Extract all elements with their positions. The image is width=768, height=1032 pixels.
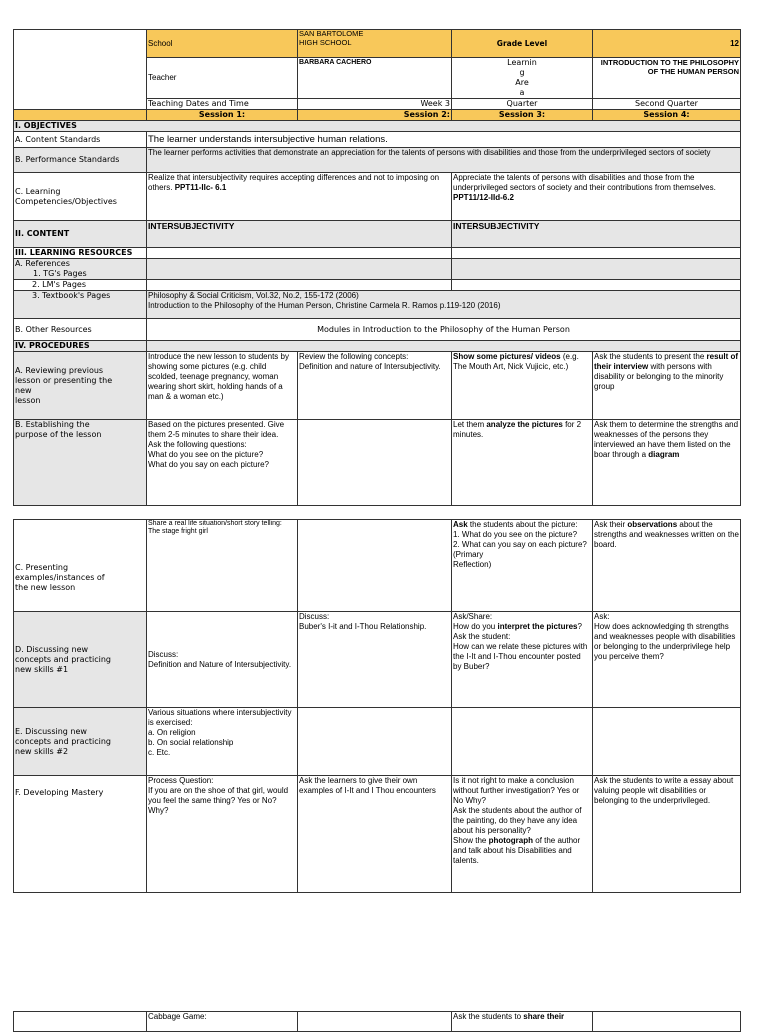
lm-blank-2 xyxy=(452,280,741,291)
procedure-c-s3-bold: Ask xyxy=(453,520,468,529)
procedure-a-s3-text: (e.g. The Mouth Art, Nick Vujicic, etc.) xyxy=(453,352,579,371)
procedure-c-label: C. Presenting examples/instances of the new lesson xyxy=(14,520,147,612)
procedure-f-s3-text: Is it not right to make a conclusion without further investigation? Yes or No Why? Ask the students about the author of the painting, do they have any idea about his personality? Show the xyxy=(453,776,582,845)
procedure-b-label: B. Establishing the purpose of the lesson xyxy=(14,420,147,506)
procedure-f-session-4: Ask the students to write a essay about valuing people wit disabilities or belonging to the underprivileged. xyxy=(593,776,741,893)
procedure-c-s4-text: Ask their xyxy=(594,520,628,529)
other-resources-label: B. Other Resources xyxy=(14,319,147,341)
content-standards-label: A. Content Standards xyxy=(14,132,147,148)
tg-pages-label: 1. TG's Pages xyxy=(33,269,87,278)
procedure-f-session-1: Process Question: If you are on the shoe of that girl, would you feel the same thing? Yes or No? Why? xyxy=(147,776,298,893)
teaching-dates-label: Teaching Dates and Time xyxy=(147,99,298,110)
procedure-b-s4-bold: diagram xyxy=(648,450,680,459)
learning-area-label: Learnin g Are a xyxy=(452,58,593,99)
procedure-b-s3-text: Let them xyxy=(453,420,487,429)
procedure-a-session-4 xyxy=(593,352,741,420)
procedure-b-s4-text: Ask them to determine the strengths and weaknesses of the persons they interviewed an have them listed on the boar through a xyxy=(594,420,739,459)
procedure-a-s4-text: Ask the students to present the xyxy=(594,352,707,361)
procedure-b-s3-bold: analyze the pictures xyxy=(486,420,563,429)
resources-blank-2 xyxy=(452,248,741,259)
content-value-1: INTERSUBJECTIVITY xyxy=(147,221,452,248)
lm-blank-1 xyxy=(147,280,452,291)
lesson-log-table-1 xyxy=(13,29,741,506)
content-value-2: INTERSUBJECTIVITY xyxy=(452,221,741,248)
content-heading: II. CONTENT xyxy=(14,221,147,248)
competency-1-code: PPT11-IIc- 6.1 xyxy=(174,183,227,192)
procedure-a-session-2: Review the following concepts: Definition and nature of Intersubjectivity. xyxy=(298,352,452,420)
session-1-header: Session 1: xyxy=(147,110,298,121)
procedure-g-session-1: Cabbage Game: xyxy=(147,1012,298,1032)
performance-standards-value: The learner performs activities that demonstrate an appreciation for the talents of persons with disabilities and those from the underprivileged sectors of society xyxy=(147,148,741,173)
content-standards-value: The learner understands intersubjective human relations. xyxy=(147,132,741,148)
procedure-d-s3-text: Ask/Share: How do you xyxy=(453,612,496,631)
procedure-d-session-2: Discuss: Buber's I-it and I-Thou Relationship. xyxy=(298,612,452,708)
session-3-header: Session 3: xyxy=(452,110,593,121)
procedure-g-label xyxy=(14,1012,147,1032)
procedure-c-session-1: Share a real life situation/short story telling: The stage fright girl xyxy=(147,520,298,612)
procedure-g-s3-text: Ask the students to xyxy=(453,1012,524,1021)
competency-2-code: PPT11/12-IId-6.2 xyxy=(453,193,514,202)
references-cell xyxy=(14,259,147,280)
procedure-f-s3-bold: photograph xyxy=(488,836,534,845)
procedure-f-session-2: Ask the learners to give their own examples of I-It and I Thou encounters xyxy=(298,776,452,893)
session-4-header: Session 4: xyxy=(593,110,741,121)
procedure-b-session-1: Based on the pictures presented. Give them 2-5 minutes to share their idea. Ask the following questions: What do you see on the picture? What do you say on each picture? xyxy=(147,420,298,506)
procedure-g-session-2 xyxy=(298,1012,452,1032)
procedures-heading: IV. PROCEDURES xyxy=(14,341,147,352)
procedure-d-session-3 xyxy=(452,612,593,708)
procedure-b-s3-text-2: for 2 minutes. xyxy=(453,420,582,439)
competency-1-text: Realize that intersubjectivity requires accepting differences and not to imposing on others. xyxy=(148,173,440,192)
session-header-blank xyxy=(14,110,147,121)
procedure-e-session-1: Various situations where intersubjectivity is exercised: a. On religion b. On social relationship c. Etc. xyxy=(147,708,298,776)
procedure-a-session-3 xyxy=(452,352,593,420)
grade-level-label: Grade Level xyxy=(452,30,593,58)
school-value: SAN BARTOLOME HIGH SCHOOL xyxy=(298,30,452,58)
school-label: School xyxy=(147,30,298,58)
references-blank-1 xyxy=(147,259,452,280)
procedure-d-label: D. Discussing new concepts and practicing new skills #1 xyxy=(14,612,147,708)
references-blank-2 xyxy=(452,259,741,280)
procedure-g-session-3 xyxy=(452,1012,593,1032)
procedure-c-session-3 xyxy=(452,520,593,612)
procedure-f-s3-text-2: of the author and talk about his Disabilities and talents. xyxy=(453,836,581,865)
textbook-pages-label: 3. Textbook's Pages xyxy=(14,291,147,319)
competency-sessions-3-4 xyxy=(452,173,741,221)
procedure-e-label: E. Discussing new concepts and practicing new skills #2 xyxy=(14,708,147,776)
procedure-f-label: F. Developing Mastery xyxy=(14,776,147,893)
procedure-b-session-3 xyxy=(452,420,593,506)
learning-area-value: INTRODUCTION TO THE PHILOSOPHY OF THE HUMAN PERSON xyxy=(593,58,741,99)
header-blank-cell xyxy=(14,30,147,110)
procedure-e-session-2 xyxy=(298,708,452,776)
resources-blank-1 xyxy=(147,248,452,259)
procedure-a-s4-text-2: with persons with disability or belonging to the minority group xyxy=(594,362,724,391)
procedure-c-s4-bold: observations xyxy=(627,520,678,529)
procedure-a-session-1: Introduce the new lesson to students by showing some pictures (e.g. child scolded, teenage pregnancy, woman wearing short skirt, holding hands of a man & a woman etc.) xyxy=(147,352,298,420)
procedure-f-session-3 xyxy=(452,776,593,893)
procedure-e-session-4 xyxy=(593,708,741,776)
learning-resources-heading: III. LEARNING RESOURCES xyxy=(14,248,147,259)
procedure-c-s4-text-2: about the strengths and weaknesses written on the board. xyxy=(594,520,739,549)
procedure-g-s3-bold: share their xyxy=(523,1012,565,1021)
competency-sessions-1-2 xyxy=(147,173,452,221)
objectives-heading: I. OBJECTIVES xyxy=(14,121,741,132)
procedure-g-session-4 xyxy=(593,1012,741,1032)
week-value: Week 3 xyxy=(298,99,452,110)
procedures-heading-blank xyxy=(147,341,741,352)
procedure-a-s3-bold: Show some pictures/ videos xyxy=(453,352,561,361)
grade-level-value: 12 xyxy=(593,30,741,58)
other-resources-value: Modules in Introduction to the Philosophy of the Human Person xyxy=(147,319,741,341)
procedure-d-s3-text-2: ? Ask the student: How can we relate these pictures with the I-It and I-Thou encounter posted by Buber? xyxy=(453,622,588,671)
procedure-a-label: A. Reviewing previous lesson or presenting the new lesson xyxy=(14,352,147,420)
lesson-log-table-3 xyxy=(13,1011,741,1032)
procedure-d-session-4: Ask: How does acknowledging th strengths and weaknesses people with disabilities or belonging to the underprivilege help you perceive them? xyxy=(593,612,741,708)
procedure-b-session-2 xyxy=(298,420,452,506)
procedure-c-session-2 xyxy=(298,520,452,612)
learning-competencies-label: C. Learning Competencies/Objectives xyxy=(14,173,147,221)
procedure-c-s3-text: the students about the picture: 1. What do you see on the picture? 2. What can you say on each picture? (Primary Reflection) xyxy=(453,520,587,569)
teacher-value: BARBARA CACHERO xyxy=(298,58,452,99)
quarter-value: Second Quarter xyxy=(593,99,741,110)
references-label: A. References xyxy=(15,259,70,268)
lm-pages-label: 2. LM's Pages xyxy=(14,280,147,291)
performance-standards-label: B. Performance Standards xyxy=(14,148,147,173)
procedure-c-session-4 xyxy=(593,520,741,612)
procedure-e-session-3 xyxy=(452,708,593,776)
session-2-header: Session 2: xyxy=(298,110,452,121)
teacher-label: Teacher xyxy=(147,58,298,99)
competency-2-text: Appreciate the talents of persons with disabilities and those from the underprivileged sectors of society and their contributions from themselves. xyxy=(453,173,716,192)
quarter-label: Quarter xyxy=(452,99,593,110)
textbook-pages-value: Philosophy & Social Criticism, Vol.32, No.2, 155-172 (2006) Introduction to the Philosophy of the Human Person, Christine Carmela R. Ramos p.119-120 (2016) xyxy=(147,291,741,319)
procedure-b-session-4 xyxy=(593,420,741,506)
procedure-d-session-1: Discuss: Definition and Nature of Intersubjectivity. xyxy=(147,612,298,708)
procedure-d-s3-bold: interpret the pictures xyxy=(497,622,578,631)
procedure-a-s4-bold: result of their interview xyxy=(594,352,739,371)
lesson-log-table-2 xyxy=(13,519,741,893)
